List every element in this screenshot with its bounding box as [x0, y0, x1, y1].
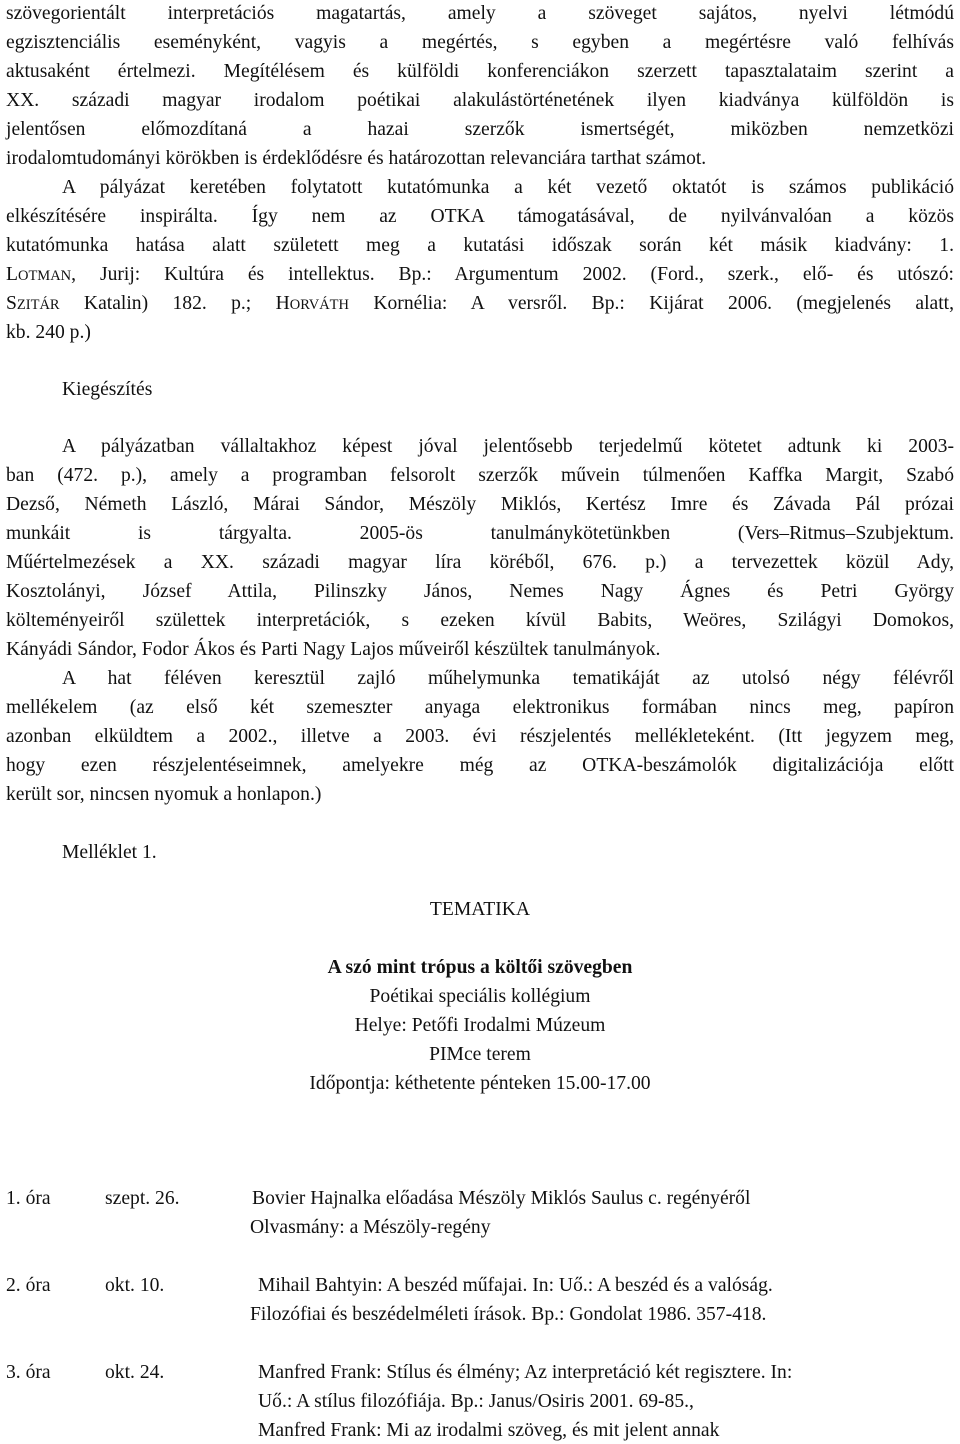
text-line: egzisztenciális eseményként, vagyis a megértés, s egyben a megértésre való felhívás — [6, 32, 954, 53]
session-number: 3. óra — [6, 1362, 51, 1383]
text-line: került sor, nincsen nyomuk a honlapon.) — [6, 784, 322, 805]
session-date: szept. 26. — [105, 1188, 180, 1209]
session-text: Mihail Bahtyin: A beszéd műfajai. In: Uő.: A beszéd és a valóság. — [258, 1275, 773, 1296]
text-line: munkáit is tárgyalta. 2005-ös tanulmánykötetünkben (Vers–Ritmus–Szubjektum. — [6, 523, 954, 544]
course-time: Időpontja: kéthetente pénteken 15.00-17.00 — [309, 1073, 651, 1094]
session-number: 2. óra — [6, 1275, 51, 1296]
text-line: elkészítésére inspirálta. Így nem az OTKA támogatásával, de nyilvánvalóan a közös — [6, 206, 954, 227]
session-text: Uő.: A stílus filozófiája. Bp.: Janus/Osiris 2001. 69-85., — [258, 1391, 694, 1412]
author-initial: H — [275, 293, 290, 314]
session-date: okt. 24. — [105, 1362, 165, 1383]
text-line: A pályázat keretében folytatott kutatómunka a két vezető oktatót is számos publikáció — [62, 177, 954, 198]
session-number: 1. óra — [6, 1188, 51, 1209]
course-title: A szó mint trópus a költői szövegben — [327, 957, 633, 978]
text-line: mellékelem (az első két szemeszter anyaga elektronikus formában nincs meg, papíron — [6, 697, 954, 718]
text-line — [6, 294, 954, 314]
text-line: Dezső, Németh László, Márai Sándor, Mészöly Miklós, Kertész Imre és Závada Pál prózai — [6, 494, 954, 515]
section-heading: Kiegészítés — [62, 379, 153, 400]
text-line: hogy ezen részjelentéseimnek, amelyekre még az OTKA-beszámolók digitalizációja előtt — [6, 755, 954, 776]
text-line: Műértelmezések a XX. századi magyar líra köréből, 676. p.) a tervezettek közül Ady, — [6, 552, 954, 573]
text-line: jelentősen előmozdítaná a hazai szerzők ismertségét, miközben nemzetközi — [6, 119, 954, 140]
thematics-heading: TEMATIKA — [429, 899, 531, 920]
text-line: költeményeiről születtek interpretációk, s ezeken kívül Babits, Weöres, Szilágyi Domokos, — [6, 610, 954, 631]
text-line: Kosztolányi, József Attila, Pilinszky János, Nemes Nagy Ágnes és Petri György — [6, 581, 954, 602]
text-line: A pályázatban vállaltakhoz képest jóval jelentősebb terjedelmű kötetet adtunk ki 2003- — [62, 436, 954, 457]
citation-text: Katalin) 182. p.; — [59, 293, 276, 314]
text-line: Kányádi Sándor, Fodor Ákos és Parti Nagy Lajos műveiről készültek tanulmányok. — [6, 639, 661, 660]
text-line: A hat féléven keresztül zajló műhelymunka tematikáját az utolsó négy félévről — [62, 668, 954, 689]
course-venue: Helye: Petőfi Irodalmi Múzeum — [354, 1015, 606, 1036]
session-text: Filozófiai és beszédelméleti írások. Bp.: Gondolat 1986. 357-418. — [250, 1304, 767, 1325]
text-line: irodalomtudományi körökben is érdeklődésre és határozottan relevanciára tarthat számot. — [6, 148, 707, 169]
citation-text: , Jurij: Kultúra és intellektus. Bp.: Argumentum 2002. (Ford., szerk., elő- és utószó: — [71, 264, 954, 285]
text-line: azonban elküldtem a 2002., illetve a 2003. évi részjelentés mellékleteként. (Itt jegyzem meg, — [6, 726, 954, 747]
text-line: XX. századi magyar irodalom poétikai alakulástörténetének ilyen kiadványa külföldön is — [6, 90, 954, 111]
text-line: ban (472. p.), amely a programban felsorolt szerzők művein túlmenően Kaffka Margit, Szabó — [6, 465, 954, 486]
author-smallcaps: ORVÁTH — [289, 297, 350, 313]
text-line: kb. 240 p.) — [6, 322, 91, 343]
text-line: szövegorientált interpretációs magatartás, amely a szöveget sajátos, nyelvi létmódú — [6, 3, 954, 24]
course-subtitle: Poétikai speciális kollégium — [369, 986, 591, 1007]
session-text: Manfred Frank: Mi az irodalmi szöveg, és mit jelent annak — [258, 1420, 720, 1441]
attachment-label: Melléklet 1. — [62, 842, 157, 863]
author-initial: L — [6, 264, 18, 285]
text-line: kutatómunka hatása alatt született meg a kutatási időszak során két másik kiadvány: 1. — [6, 235, 954, 256]
session-text: Manfred Frank: Stílus és élmény; Az interpretáció két regisztere. In: — [258, 1362, 793, 1383]
author-smallcaps: OTMAN — [17, 268, 72, 284]
author-initial: S — [6, 293, 17, 314]
session-text: Olvasmány: a Mészöly-regény — [250, 1217, 491, 1238]
text-line — [6, 265, 954, 285]
session-text: Bovier Hajnalka előadása Mészöly Miklós Saulus c. regényéről — [252, 1188, 751, 1209]
text-line: aktusaként értelmezi. Megítélésem és külföldi konferenciákon szerzett tapasztalataim szerint a — [6, 61, 954, 82]
author-smallcaps: ZITÁR — [16, 297, 60, 313]
session-date: okt. 10. — [105, 1275, 165, 1296]
citation-text: Kornélia: A versről. Bp.: Kijárat 2006. (megjelenés alatt, — [349, 293, 955, 314]
course-room: PIMce terem — [429, 1044, 531, 1065]
